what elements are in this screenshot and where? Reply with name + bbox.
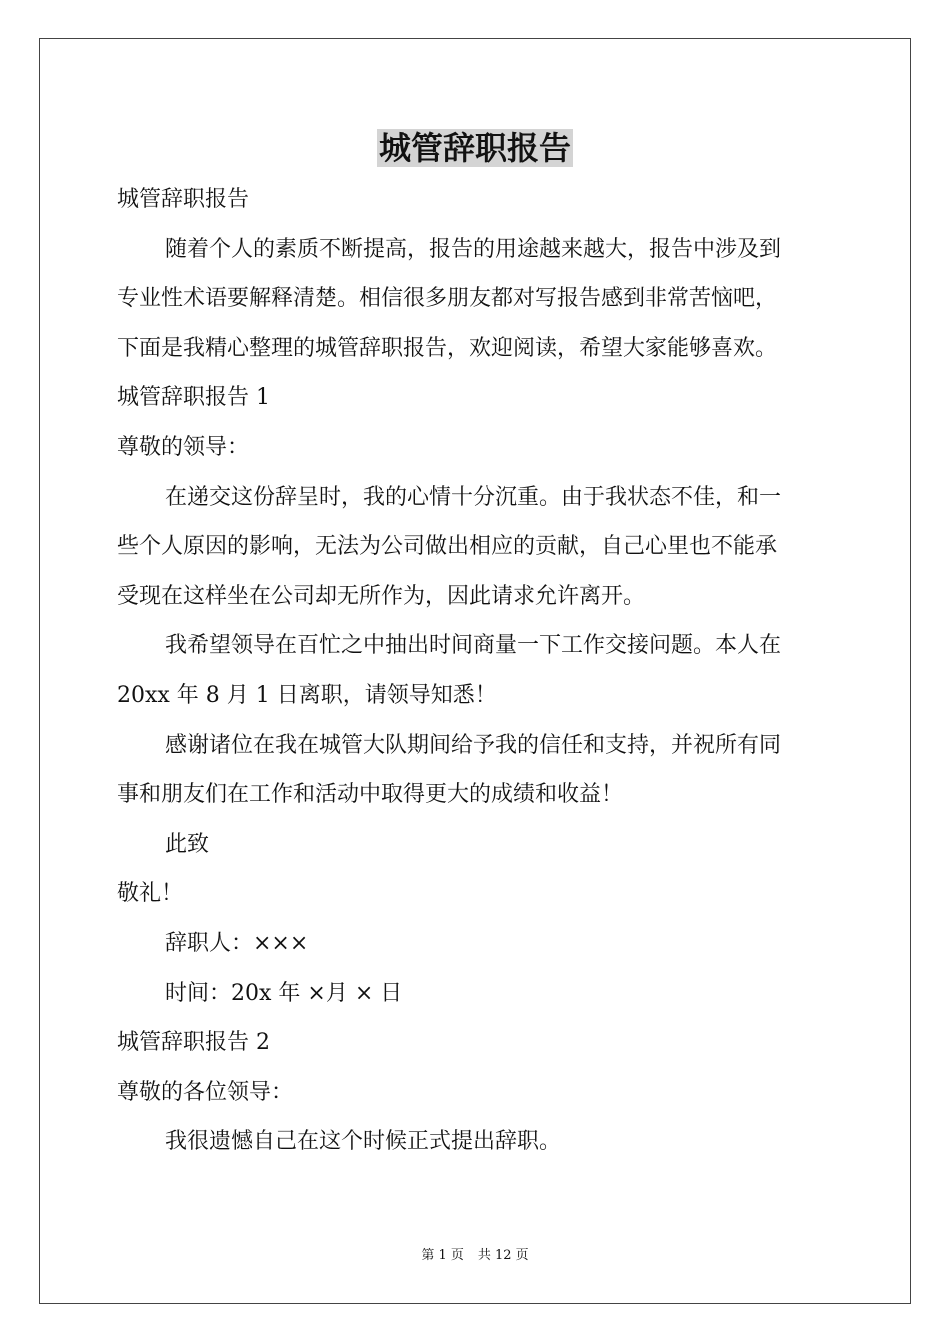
body-line: 尊敬的各位领导： bbox=[117, 1079, 294, 1105]
body-line: 城管辞职报告 2 bbox=[117, 1030, 270, 1056]
page-number: 第 1 页 bbox=[421, 1248, 464, 1263]
document-body bbox=[117, 175, 835, 1167]
body-line: 尊敬的领导： bbox=[117, 434, 250, 460]
document-title bbox=[0, 127, 950, 169]
body-line: 我希望领导在百忙之中抽出时间商量一下工作交接问题。本人在 bbox=[165, 633, 782, 659]
page-footer bbox=[0, 1246, 950, 1266]
body-line: 辞职人：××× bbox=[165, 930, 309, 956]
body-line: 在递交这份辞呈时，我的心情十分沉重。由于我状态不佳，和一 bbox=[165, 484, 782, 510]
body-line: 受现在这样坐在公司却无所作为，因此请求允许离开。 bbox=[117, 583, 646, 609]
body-line: 下面是我精心整理的城管辞职报告，欢迎阅读，希望大家能够喜欢。 bbox=[117, 335, 778, 361]
page-total: 共 12 页 bbox=[477, 1248, 529, 1263]
body-line: 我很遗憾自己在这个时候正式提出辞职。 bbox=[165, 1129, 562, 1155]
body-line: 敬礼！ bbox=[117, 881, 184, 907]
body-line: 随着个人的素质不断提高，报告的用途越来越大，报告中涉及到 bbox=[165, 236, 782, 262]
body-line: 城管辞职报告 bbox=[117, 187, 250, 212]
body-line: 城管辞职报告 1 bbox=[117, 385, 270, 411]
document-title-text: 城管辞职报告 bbox=[378, 129, 571, 167]
body-line: 感谢诸位在我在城管大队期间给予我的信任和支持，并祝所有同 bbox=[165, 732, 782, 758]
body-line: 时间：20x 年 ×月 × 日 bbox=[165, 980, 403, 1006]
body-line: 专业性术语要解释清楚。相信很多朋友都对写报告感到非常苦恼吧， bbox=[117, 286, 778, 312]
body-line: 事和朋友们在工作和活动中取得更大的成绩和收益！ bbox=[117, 782, 624, 808]
body-line: 20xx 年 8 月 1 日离职，请领导知悉！ bbox=[117, 682, 497, 708]
body-line: 些个人原因的影响，无法为公司做出相应的贡献，自己心里也不能承 bbox=[117, 534, 778, 560]
body-line: 此致 bbox=[165, 831, 210, 857]
